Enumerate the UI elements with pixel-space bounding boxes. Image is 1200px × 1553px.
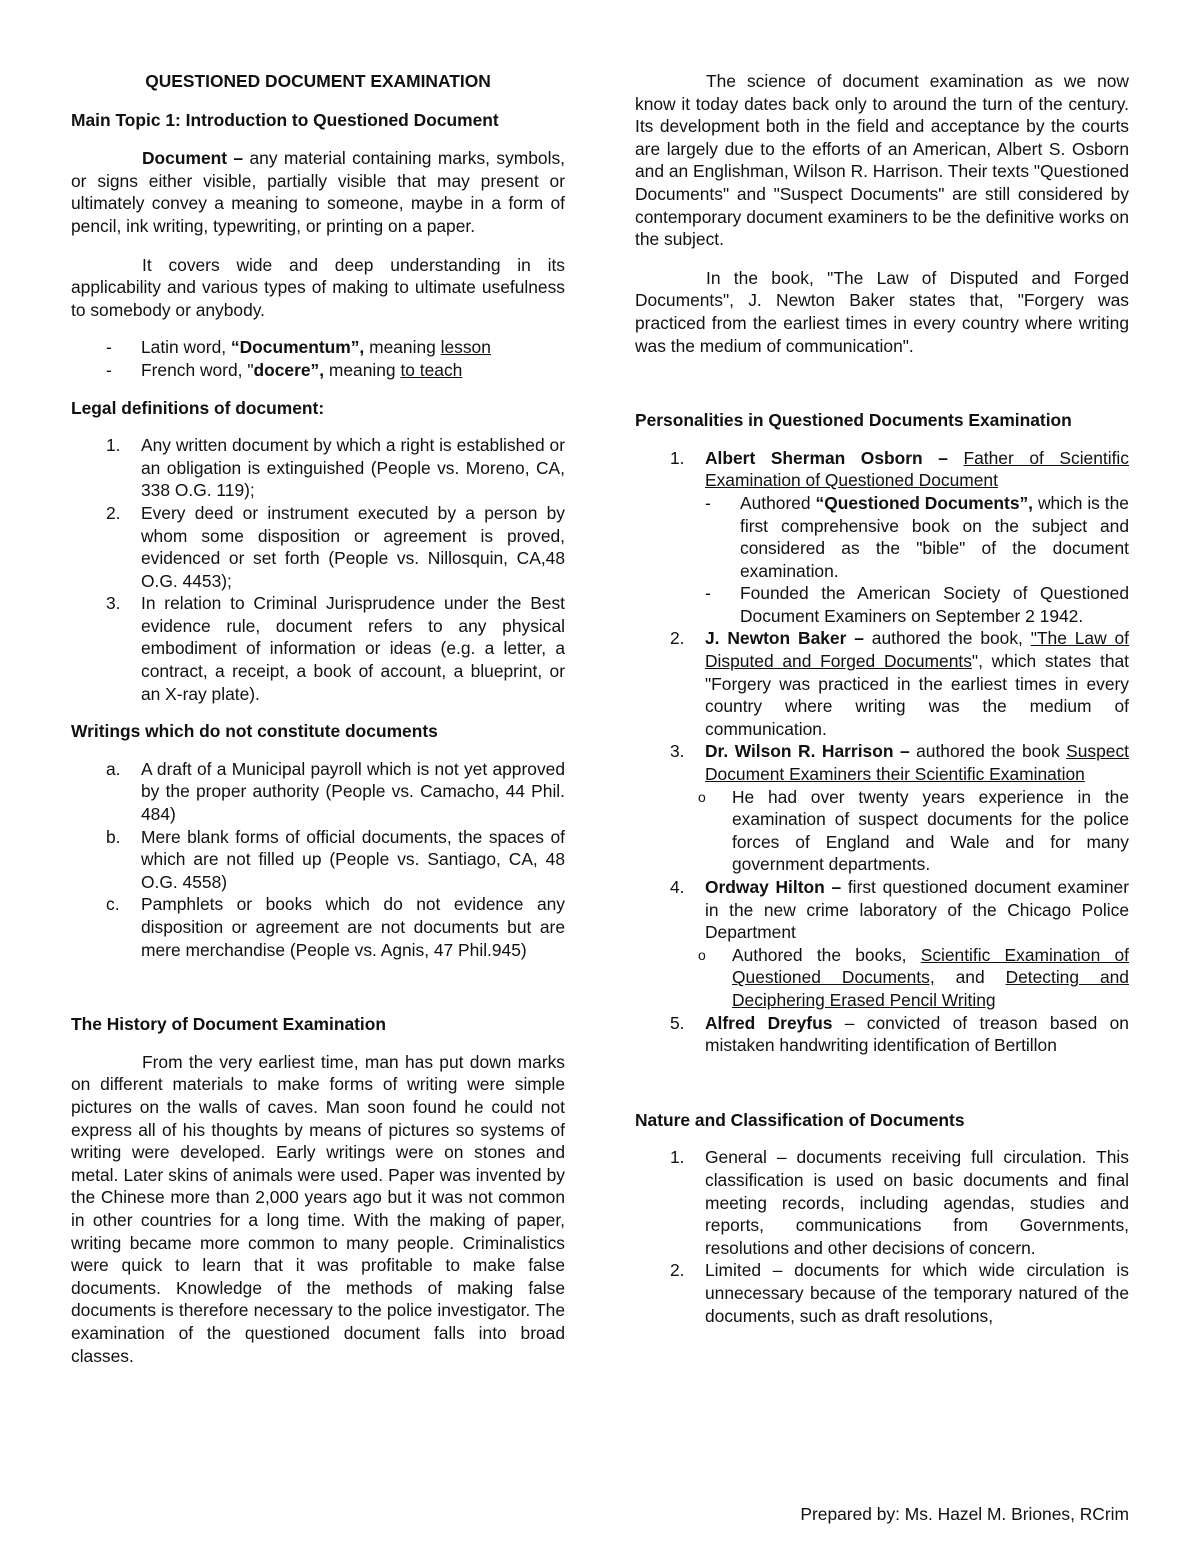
dash-marker: - <box>106 359 112 380</box>
history-paragraph: From the very earliest time, man has put down marks on different materials to make forms of writing were simple pictures on the walls of caves. Man soon found he could not express all of his thoughts by means of pictures so systems of writing were developed. Early writings were on stones and metal. Later skins of animals were used. Paper was invented by the Chinese more than 2,000 years ago but it was not common in other countries for a long time. With the making of paper, writing became more common to many people. Criminalistics were quick to learn that it was profitable to make false documents. Knowledge of the methods of making false documents is therefore necessary to the police investigator. The examination of the questioned document falls into broad classes. <box>71 1051 565 1366</box>
list-marker: 2. <box>106 502 121 523</box>
list-item <box>635 447 1129 628</box>
etymology-meaning: to teach <box>400 359 463 380</box>
list-marker: a. <box>106 758 121 779</box>
person-text: authored the book <box>909 741 1067 762</box>
legal-definitions-heading: Legal definitions of document: <box>71 397 325 418</box>
personalities-list <box>635 447 1129 1057</box>
dash-marker: - <box>106 337 112 358</box>
list-text: In relation to Criminal Jurisprudence under the Best evidence rule, document refers to any physical embodiment of information or ideas (e.g. a letter, a contract, a receipt, a book of account, a blueprint, or an X-ray plate). <box>141 593 565 704</box>
list-item <box>71 359 565 382</box>
person-title: Father of Scientific Examination of Questioned Document <box>705 447 1129 491</box>
list-text: Every deed or instrument executed by a person by whom some disposition or agreement is proved, evidenced or set forth (People vs. Nillosquin, CA,48 O.G. 4453); <box>141 502 565 591</box>
circle-bullet: o <box>698 946 706 963</box>
document-title: QUESTIONED DOCUMENT EXAMINATION <box>145 71 491 91</box>
writings-heading: Writings which do not constitute documents <box>71 721 438 742</box>
book-title: "The Law of Disputed and Forged Documents <box>705 628 1130 672</box>
nature-heading: Nature and Classification of Documents <box>635 1109 965 1130</box>
list-marker: 2. <box>670 1260 685 1281</box>
list-marker: 1. <box>106 435 121 456</box>
legal-definitions-list <box>71 434 565 705</box>
book-title: Suspect Document Examiners their Scientific Examination <box>705 741 1129 785</box>
writings-list <box>71 758 565 961</box>
nature-list <box>635 1146 1129 1327</box>
sub-text: and <box>934 967 1006 988</box>
personalities-heading: Personalities in Questioned Documents Examination <box>635 410 1072 431</box>
right-column <box>635 70 1129 1327</box>
etymology-list <box>71 336 565 381</box>
main-topic-heading: Main Topic 1: Introduction to Questioned Document <box>71 109 499 130</box>
list-text: Any written document by which a right is established or an obligation is extinguished (People vs. Moreno, CA, 338 O.G. 119); <box>141 435 565 501</box>
science-paragraph: The science of document examination as we now know it today dates back only to around the turn of the century. Its development both in the field and acceptance by the courts are largely due to the efforts of an American, Albert S. Osborn and an Englishman, Wilson R. Harrison. Their texts "Questioned Documents" and "Suspect Documents" are still considered by contemporary document examiners to be the definitive works on the subject. <box>635 71 1129 250</box>
list-item <box>71 502 565 592</box>
document-definition <box>71 147 565 237</box>
left-column <box>71 70 565 1367</box>
dash-marker: - <box>705 583 711 604</box>
book-title: Detecting and Deciphering Erased Pencil Writing <box>732 967 1129 1010</box>
list-marker: 2. <box>670 628 685 649</box>
sub-item <box>670 944 1129 1012</box>
person-name: J. Newton Baker – <box>705 628 864 649</box>
sub-text: He had over twenty years experience in the examination of suspect documents for the police forces of England and Wale and for many government departments. <box>732 786 1129 875</box>
list-marker: 4. <box>670 877 685 897</box>
person-name: Dr. Wilson R. Harrison – <box>705 741 910 762</box>
document-term: Document – <box>142 148 244 169</box>
baker-paragraph: In the book, "The Law of Disputed and Forged Documents", J. Newton Baker states that, "Forgery was practiced from the earliest times in every country where writing was the medium of communication". <box>635 267 1129 356</box>
list-marker: 5. <box>670 1012 685 1033</box>
book-title: “Questioned Documents”, <box>815 492 1034 513</box>
list-item <box>635 627 1129 740</box>
list-item <box>635 1259 1129 1327</box>
dash-marker: - <box>705 492 711 513</box>
etymology-text: meaning <box>324 359 401 380</box>
etymology-word: docere”, <box>253 359 325 380</box>
etymology-word: “Documentum”, <box>230 337 365 358</box>
person-name: Ordway Hilton – <box>705 877 842 897</box>
list-item <box>71 434 565 502</box>
person-text: authored the book, <box>863 628 1031 649</box>
sub-text: Authored the books, <box>732 944 921 965</box>
sub-item <box>670 786 1129 876</box>
covers-paragraph: It covers wide and deep understanding in its applicability and various types of making to ultimate usefulness to somebody or anybody. <box>71 254 565 320</box>
list-item <box>71 893 565 961</box>
book-title: Scientific Examination of Questioned Documents, <box>732 944 1129 988</box>
history-heading: The History of Document Examination <box>71 1014 387 1035</box>
list-item <box>635 740 1129 876</box>
list-item <box>71 826 565 894</box>
list-marker: b. <box>106 826 121 847</box>
sub-text: Authored <box>740 492 816 513</box>
list-text: Mere blank forms of official documents, the spaces of which are not filled up (People vs. Santiago, CA, 48 O.G. 4558) <box>141 826 565 892</box>
list-marker: 3. <box>106 593 121 614</box>
list-marker: 1. <box>670 447 685 468</box>
list-marker: c. <box>106 894 120 915</box>
sub-text: which is the first comprehensive book on the subject and considered as the "bible" of the document examination. <box>740 492 1129 581</box>
list-item <box>71 592 565 705</box>
list-text: Limited – documents for which wide circulation is unnecessary because of the temporary natured of the documents, such as draft resolutions, <box>705 1260 1129 1326</box>
etymology-text: French word, " <box>141 359 254 380</box>
list-text: General – documents receiving full circulation. This classification is used on basic documents and final meeting records, including agendas, studies and reports, communications from Governments, resolutions and other decisions of concern. <box>705 1147 1129 1258</box>
list-item <box>635 1146 1129 1259</box>
person-name: Albert Sherman Osborn – <box>705 447 948 468</box>
sub-item <box>705 582 1129 627</box>
list-item <box>635 1012 1129 1057</box>
list-marker: 1. <box>670 1147 685 1168</box>
sub-text: Founded the American Society of Questioned Document Examiners on September 2 1942. <box>740 583 1129 626</box>
etymology-text: meaning <box>364 337 441 358</box>
footer-credit: Prepared by: Ms. Hazel M. Briones, RCrim <box>800 1504 1129 1524</box>
list-text: Pamphlets or books which do not evidence any disposition or agreement are not documents but are mere merchandise (People vs. Agnis, 47 Phil.945) <box>141 894 565 960</box>
list-text: A draft of a Municipal payroll which is not yet approved by the proper authority (People vs. Camacho, 44 Phil. 484) <box>141 758 565 825</box>
person-text: first questioned document examiner in the new crime laboratory of the Chicago Police Department <box>705 877 1129 943</box>
list-item <box>71 758 565 826</box>
etymology-meaning: lesson <box>440 337 491 358</box>
list-marker: 3. <box>670 741 685 762</box>
etymology-text: Latin word, <box>141 337 231 358</box>
document-definition-text: any material containing marks, symbols, or signs either visible, partially visible that may present or ultimately convey a meaning to someone, maybe in a form of pencil, ink writing, typewriting, or printing on a paper. <box>71 148 565 236</box>
person-name: Alfred Dreyfus <box>705 1012 833 1033</box>
person-text: – convicted of treason based on mistaken handwriting identification of Bertillon <box>705 1012 1129 1056</box>
person-text: ", which states that "Forgery was practiced in the earliest times in every country where writing was the medium of communication. <box>705 651 1129 739</box>
circle-bullet: o <box>698 788 706 805</box>
list-item <box>71 336 565 359</box>
sub-item <box>705 492 1129 582</box>
list-item <box>635 876 1129 1012</box>
